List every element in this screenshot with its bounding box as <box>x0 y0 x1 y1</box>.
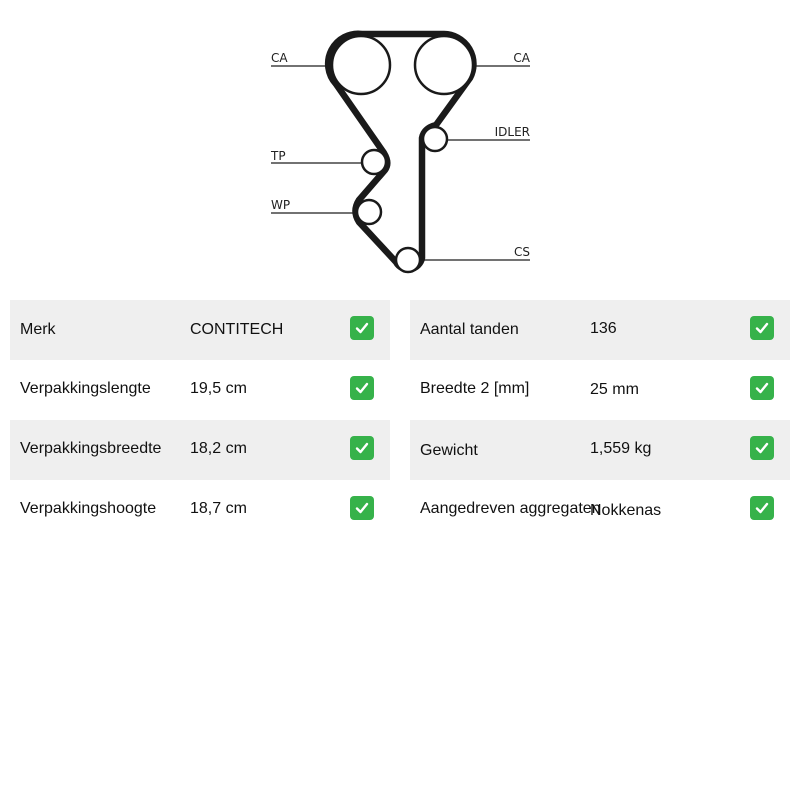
spec-value: 18,7 cm <box>190 500 247 517</box>
camshaft-pulley-left <box>332 36 390 94</box>
spec-row <box>10 360 390 420</box>
spec-label: Gewicht <box>420 442 478 459</box>
spec-row <box>410 300 790 360</box>
spec-row <box>410 420 790 480</box>
check-mark-icon <box>750 496 774 520</box>
check-mark-icon <box>750 316 774 340</box>
timing-belt-diagram <box>0 0 800 290</box>
check-mark-icon <box>750 436 774 460</box>
spec-row <box>410 480 790 540</box>
spec-value: CONTITECH <box>190 321 284 338</box>
check-mark-icon <box>350 496 374 520</box>
camshaft-pulley-right <box>415 36 473 94</box>
spec-row <box>10 480 390 540</box>
label-idler: IDLER <box>494 125 530 139</box>
label-ca-left: CA <box>271 51 288 65</box>
crankshaft-pulley <box>396 248 420 272</box>
label-wp: WP <box>271 198 291 212</box>
spec-label: Aangedreven aggregaten <box>420 500 601 517</box>
spec-value: Nokkenas <box>590 502 662 519</box>
spec-row <box>10 420 390 480</box>
spec-value: 1,559 kg <box>590 440 652 457</box>
spec-table-right <box>410 300 790 540</box>
spec-row <box>10 300 390 360</box>
spec-row <box>410 360 790 420</box>
spec-label: Merk <box>20 321 56 338</box>
label-tp: TP <box>271 149 286 163</box>
check-mark-icon <box>350 436 374 460</box>
spec-value: 19,5 cm <box>190 380 247 397</box>
spec-value: 136 <box>590 320 617 337</box>
spec-value: 25 mm <box>590 381 639 398</box>
spec-table-left <box>10 300 390 540</box>
water-pump-pulley <box>357 200 381 224</box>
label-ca-right: CA <box>513 51 530 65</box>
check-mark-icon <box>750 376 774 400</box>
spec-label: Breedte 2 [mm] <box>420 380 530 397</box>
tensioner-pulley <box>362 150 386 174</box>
spec-label: Verpakkingshoogte <box>20 500 157 517</box>
check-mark-icon <box>350 376 374 400</box>
spec-label: Verpakkingsbreedte <box>20 440 162 457</box>
check-mark-icon <box>350 316 374 340</box>
spec-value: 18,2 cm <box>190 440 247 457</box>
idler-pulley <box>423 127 447 151</box>
spec-label: Verpakkingslengte <box>20 380 151 397</box>
label-cs: CS <box>514 245 530 259</box>
spec-label: Aantal tanden <box>420 321 519 338</box>
